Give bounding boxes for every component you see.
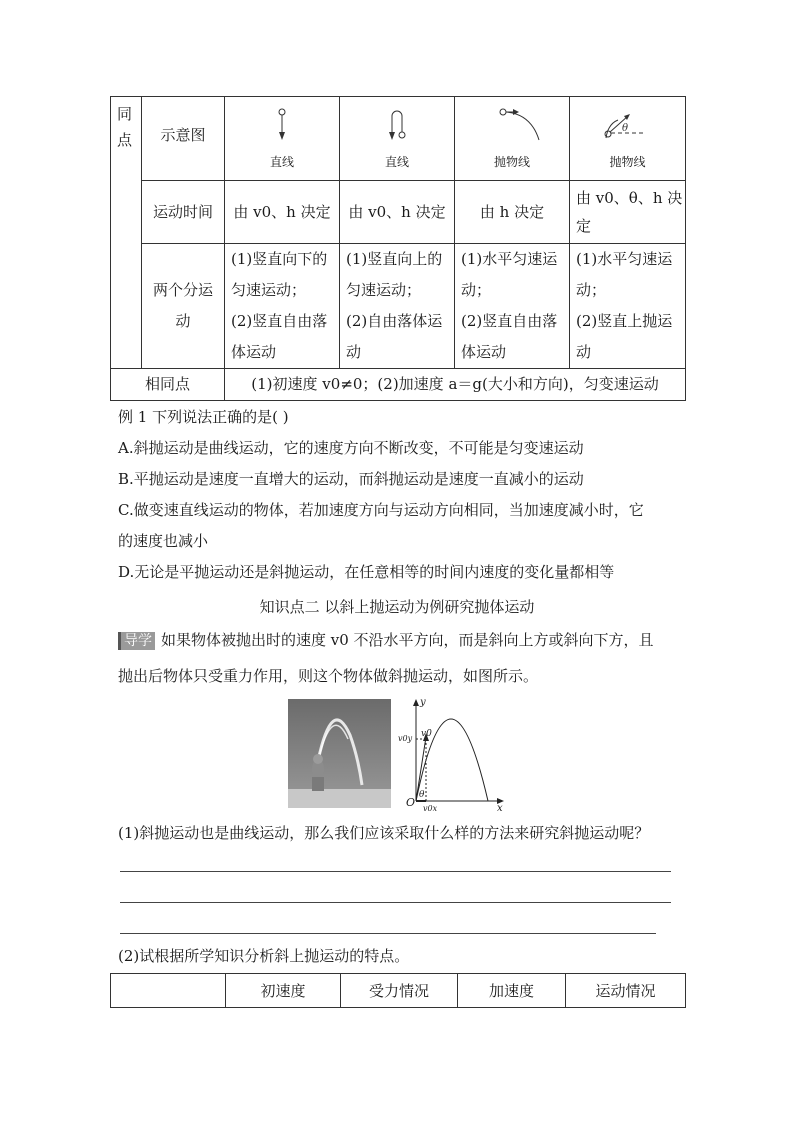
diagram-caption-2: 直线: [384, 154, 409, 169]
components-label: 两个分运动: [142, 244, 225, 369]
trajectory-diagram: [396, 697, 506, 812]
features-header-acceleration: 加速度: [458, 974, 566, 1008]
answer-line-1: [120, 871, 671, 872]
x-axis-label: x: [497, 803, 503, 812]
components-cell-1: (1)竖直向下的 匀速运动； (2)竖直自由落 体运动: [225, 244, 340, 369]
section-title: 知识点二 以斜上抛运动为例研究抛体运动: [259, 598, 535, 616]
diagram-cell-3: [455, 97, 570, 181]
diagram-label: 示意图: [142, 97, 225, 181]
components-cell-4: (1)水平匀速运 动； (2)竖直上抛运 动: [570, 244, 686, 369]
option-d: D.无论是平抛运动还是斜抛运动，在任意相等的时间内速度的变化量都相等: [118, 563, 615, 581]
components-cell-3: (1)水平匀速运 动； (2)竖直自由落 体运动: [455, 244, 570, 369]
time-value-2: 由 v0、h 决定: [340, 181, 455, 244]
v0x-label: v0x: [423, 804, 438, 812]
y-axis-label: y: [420, 697, 426, 708]
diagram-caption-4: 抛物线: [609, 154, 646, 169]
theta-label: θ: [622, 122, 629, 134]
v0y-label: v0y: [398, 734, 413, 743]
option-b: B.平抛运动是速度一直增大的运动，而斜抛运动是速度一直减小的运动: [118, 470, 584, 488]
question-1: (1)斜抛运动也是曲线运动，那么我们应该采取什么样的方法来研究斜抛运动呢？: [118, 824, 650, 842]
features-header-initial-velocity: 初速度: [226, 974, 341, 1008]
same-value: (1)初速度 v0≠0；(2)加速度 a＝g(大小和方向)，匀变速运动: [225, 369, 686, 401]
row-header-cell: [111, 97, 142, 369]
same-label: 相同点: [111, 369, 225, 401]
time-value-4: 由 v0、θ、h 决定: [570, 181, 686, 244]
time-value-1: 由 v0、h 决定: [225, 181, 340, 244]
question-2: (2)试根据所学知识分析斜上抛运动的特点。: [118, 947, 410, 965]
answer-line-2: [120, 902, 671, 903]
features-table: [110, 973, 686, 1008]
time-label: 运动时间: [142, 181, 225, 244]
example-title: 例 1 下列说法正确的是( ): [118, 408, 289, 426]
diagram-cell-2: [340, 97, 455, 181]
guide-line-1: 导学 如果物体被抛出时的速度 v0 不沿水平方向，而是斜向上方或斜向下方，且: [118, 630, 654, 650]
comparison-table: [110, 96, 686, 401]
features-header-motion: 运动情况: [566, 974, 686, 1008]
theta-angle-label: θ: [419, 790, 425, 800]
diagram-caption-3: 抛物线: [493, 154, 530, 169]
diagram-cell-1: [225, 97, 340, 181]
origin-label: O: [406, 796, 416, 809]
option-c: C.做变速直线运动的物体，若加速度方向与运动方向相同，当加速度减小时，它: [118, 501, 644, 519]
guide-line-2: 抛出后物体只受重力作用，则这个物体做斜抛运动，如图所示。: [118, 667, 539, 685]
row-header-text: 同点: [117, 105, 133, 149]
option-a: A.斜抛运动是曲线运动，它的速度方向不断改变，不可能是匀变速运动: [118, 439, 584, 457]
components-cell-2: (1)竖直向上的 匀速运动； (2)自由落体运 动: [340, 244, 455, 369]
features-header-force: 受力情况: [341, 974, 458, 1008]
answer-line-3: [120, 933, 656, 934]
guide-badge: 导学: [118, 632, 155, 650]
diagram-caption-1: 直线: [269, 154, 294, 169]
features-header-blank: [111, 974, 226, 1008]
fountain-photo: [288, 699, 391, 808]
v0-label: v0: [421, 729, 432, 739]
option-c-cont: 的速度也减小: [118, 532, 209, 550]
time-value-3: 由 h 决定: [455, 181, 570, 244]
diagram-cell-4: [570, 97, 686, 181]
